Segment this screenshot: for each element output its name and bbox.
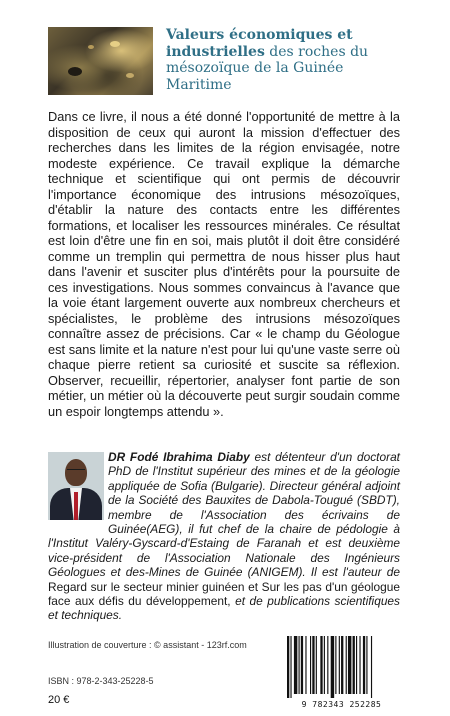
author-bio-part2: et de publications scientifiques et techniques. xyxy=(48,594,400,623)
illustration-credit: Illustration de couverture : © assistant - 123rf.com xyxy=(48,640,247,650)
isbn-text: ISBN : 978-2-343-25228-5 xyxy=(48,676,154,686)
rock-cover-image xyxy=(48,27,153,95)
summary-paragraph: Dans ce livre, il nous a été donné l'opportunité de mettre à la disposition de ceux qui auront la mission d'effectuer des recherches dans les limites de la région envisagée, notre modeste expérience. Ce travail explique la démarche technique et scientifique qui ont permis de découvrir l'importance économique des intrusions mésozoïques, d'établir la nature des contacts entre les différentes formations, et localiser les ressources minérales. Ce résultat est loin d'être une fin en soi, mais plutôt il doit être considéré comme un tremplin qui permettra de nous hisser plus haut dans l'avenir et susciter plus d'intérêts pour la poursuite de ces investigations. Nous sommes convaincus à l'avance que la voie étant largement ouverte aux nombreux chercheurs et spécialistes, le problème des intrusions mésozoïques connaître assez de précisions. Car « le champ du Géologue est sans limite et la nature n'est pour lui qu'une vaste serre où chaque pierre retient sa curiosité et suscite sa réflexion. Observer, recueillir, répertorier, analyser font partie de son métier, un métier où la découverte peut surgir soudain comme un espoir longtemps attendu ». xyxy=(48,109,400,419)
book-title xyxy=(166,27,406,93)
author-name: DR Fodé Ibrahima Diaby xyxy=(108,450,250,464)
price-text: 20 € xyxy=(48,694,70,706)
author-bio xyxy=(48,450,400,623)
book-title-rest: des roches du mésozoïque de la Guinée Maritime xyxy=(166,43,369,93)
book-title-bold: Valeurs économiques et industrielles xyxy=(166,27,353,60)
author-works: Regard sur le secteur minier guinéen et Sur les pas d'un géologue face aux défis du développement, xyxy=(48,579,400,609)
barcode-digits: 9 782343 252285 xyxy=(301,700,382,709)
barcode xyxy=(283,634,400,698)
author-bio-part1: est détenteur d'un doctorat PhD de l'Institut supérieur des mines et de la géologie appliquée de Sofia (Bulgarie). Directeur général adjoint de la Société des Bauxites de Dabola-Tougué (SBDT), membre de l'Association des écrivains de Guinée(AEG), il fut chef de la chaire de pédologie à l'Institut Valéry-Gyscard-d'Estaing de Faranah et est deuxième vice-président de l'Association Nationale des Ingénieurs Géologues et des-Mines de Guinée (ANIGEM). Il est l'auteur de xyxy=(48,450,400,580)
